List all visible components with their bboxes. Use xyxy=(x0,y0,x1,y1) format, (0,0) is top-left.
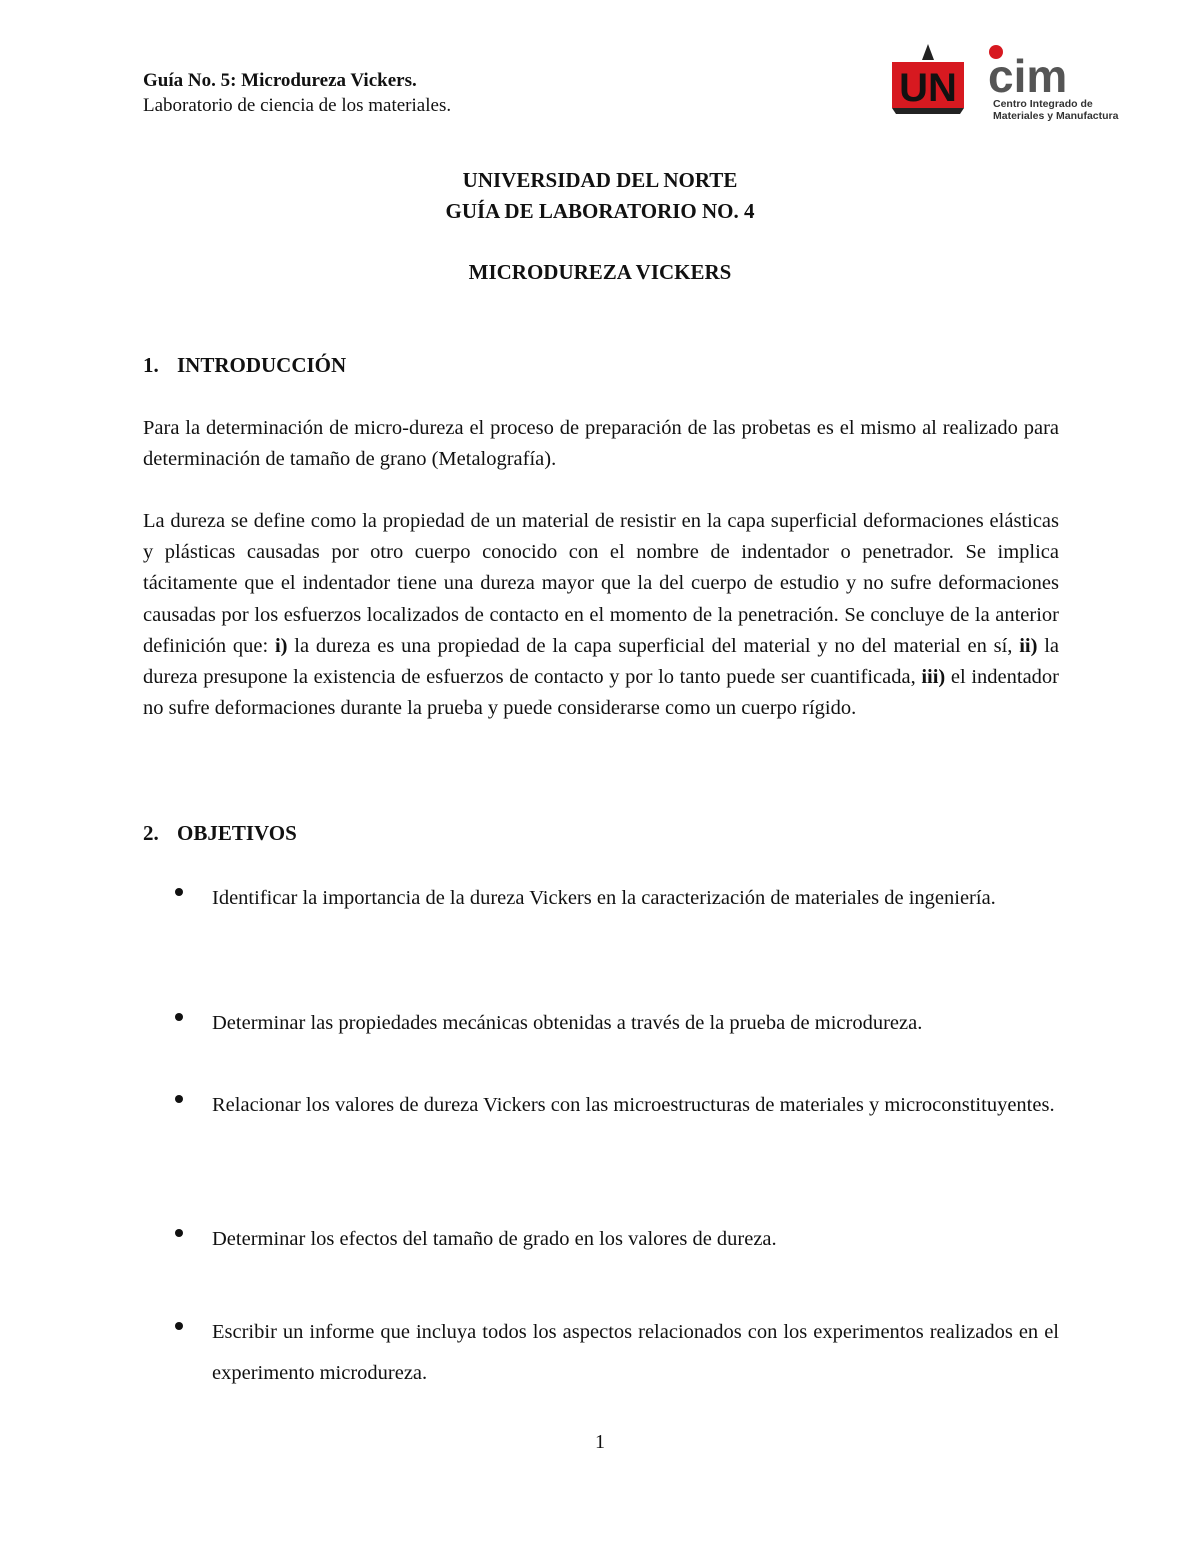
roman-numeral: i) xyxy=(274,634,288,657)
bullet-icon xyxy=(175,1095,183,1103)
header-title: Guía No. 5: Microdureza Vickers. xyxy=(143,70,417,91)
intro-paragraph-2-part-b: la dureza es una propiedad de la capa superficial del material y no del material en sí, xyxy=(287,634,1020,657)
section-title: OBJETIVOS xyxy=(177,821,297,845)
bullet-icon xyxy=(175,1013,183,1021)
section-heading-intro xyxy=(143,353,346,378)
page-number: 1 xyxy=(595,1431,605,1453)
list-item xyxy=(175,1003,1059,1044)
objective-text: Relacionar los valores de dureza Vickers con las microestructuras de materiales y microconstituyentes. xyxy=(212,1094,1055,1116)
objective-text: Determinar las propiedades mecánicas obtenidas a través de la prueba de microdureza. xyxy=(212,1012,923,1034)
intro-paragraph-2 xyxy=(143,506,1059,724)
cim-logo-text: cim xyxy=(988,50,1068,102)
title-block xyxy=(0,165,1200,227)
cim-caption-line2: Materiales y Manufactura xyxy=(993,110,1119,122)
university-name: UNIVERSIDAD DEL NORTE xyxy=(462,168,738,192)
list-item xyxy=(175,1312,1059,1394)
section-title: INTRODUCCIÓN xyxy=(177,353,347,377)
intro-paragraph-2-part-c: la dureza presupone la existencia de esfuerzos de contacto y por lo tanto puede ser cuantificada, xyxy=(143,634,1060,689)
section-number: 1. xyxy=(143,353,159,377)
document-header xyxy=(143,68,451,118)
objective-text: Escribir un informe que incluya todos los aspectos relacionados con los experimentos realizados en el experimento microdureza. xyxy=(212,1321,1059,1384)
cim-caption xyxy=(993,98,1118,122)
bullet-icon xyxy=(175,1229,183,1237)
section-number: 2. xyxy=(143,821,159,845)
roman-numeral: ii) xyxy=(1019,634,1038,657)
roman-numeral: iii) xyxy=(921,666,946,689)
list-item xyxy=(175,1219,1059,1260)
intro-paragraph-2-part-a: La dureza se define como la propiedad de un material de resistir en la capa superficial deformaciones elásticas y plásticas causadas por otro cuerpo conocido con el nombre de indentador o penetrador. Se implica tácitamente que el indentador tiene una dureza mayor que la del cuerpo de estudio y no sufre deformaciones causadas por los esfuerzos localizados de contacto en el momento de la penetración. Se concluye de la anterior definición que: xyxy=(143,510,1059,657)
intro-paragraph-2-part-d: el indentador no sufre deformaciones durante la prueba y puede considerarse como un cuerpo rígido. xyxy=(143,666,1059,720)
cim-caption-line1: Centro Integrado de xyxy=(993,98,1093,110)
objective-text: Identificar la importancia de la dureza Vickers en la caracterización de materiales de ingeniería. xyxy=(212,887,996,909)
section-heading-objectives xyxy=(143,821,297,846)
list-item xyxy=(175,878,1059,919)
bullet-icon xyxy=(175,1322,183,1330)
objective-text: Determinar los efectos del tamaño de grado en los valores de dureza. xyxy=(212,1228,777,1250)
bullet-icon xyxy=(175,888,183,896)
header-subtitle: Laboratorio de ciencia de los materiales. xyxy=(143,95,452,116)
intro-paragraph-1: Para la determinación de micro-dureza el proceso de preparación de las probetas es el mismo al realizado para determinación de tamaño de grano (Metalografía). xyxy=(143,417,1059,471)
guide-number: GUÍA DE LABORATORIO NO. 4 xyxy=(445,199,755,223)
topic-title: MICRODUREZA VICKERS xyxy=(468,260,732,284)
un-logo-icon xyxy=(888,42,968,118)
logos xyxy=(888,42,1128,124)
list-item xyxy=(175,1085,1059,1126)
un-logo-text: UN xyxy=(899,66,957,110)
